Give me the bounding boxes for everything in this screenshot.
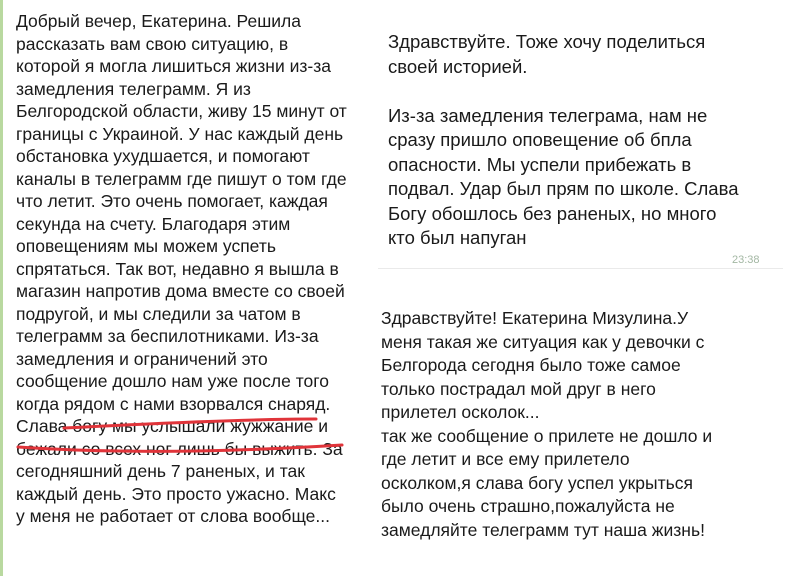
message-divider: [378, 268, 783, 269]
message-right-top-text: Здравствуйте. Тоже хочу поделиться своей историей. Из-за замедления телеграма, нам не сразу пришло оповещение об бпла опасности. Мы успели прибежать в подвал. Удар был прям по школе. Слава Богу обошлось без раненых, но много кто был напуган: [388, 31, 739, 248]
message-timestamp: 23:38: [732, 254, 760, 266]
message-accent-bar: [0, 0, 3, 576]
message-right-bottom-text: Здравствуйте! Екатерина Мизулина.У меня такая же ситуация как у девочки с Белгорода сегодня было тоже самое только пострадал мой друг в него прилетел осколок... так же сообщение о прилете не дошло и где летит и все ему прилетело осколком,я слава богу успел укрыться было очень страшно,пожалуйста не замедляйте телеграмм тут наша жизнь!: [381, 308, 713, 540]
message-left-text: Добрый вечер, Екатерина. Решила рассказать вам свою ситуацию, в которой я могла лишиться жизни из-за замедления телеграмм. Я из Белгородской области, живу 15 минут от границы с Украиной. У нас каждый день обстановка ухудшается, и помогают каналы в телеграмм где пишут о том где что летит. Это очень помогает, каждая секунда на счету. Благодаря этим оповещениям мы можем успеть спрятаться. Так вот, недавно я вышла в магазин напротив дома вместе со своей подругой, и мы следили за чатом в телеграмм за беспилотниками. Из-за замедления и ограничений это сообщение дошло нам уже после того когда рядом с нами взорвался снаряд. Слава богу мы услышали жужжание и бежали со всех ног лишь бы выжить. За сегодняшний день 7 раненых, и так каждый день. Это просто ужасно. Макс у меня не работает от слова вообще...: [16, 11, 347, 526]
